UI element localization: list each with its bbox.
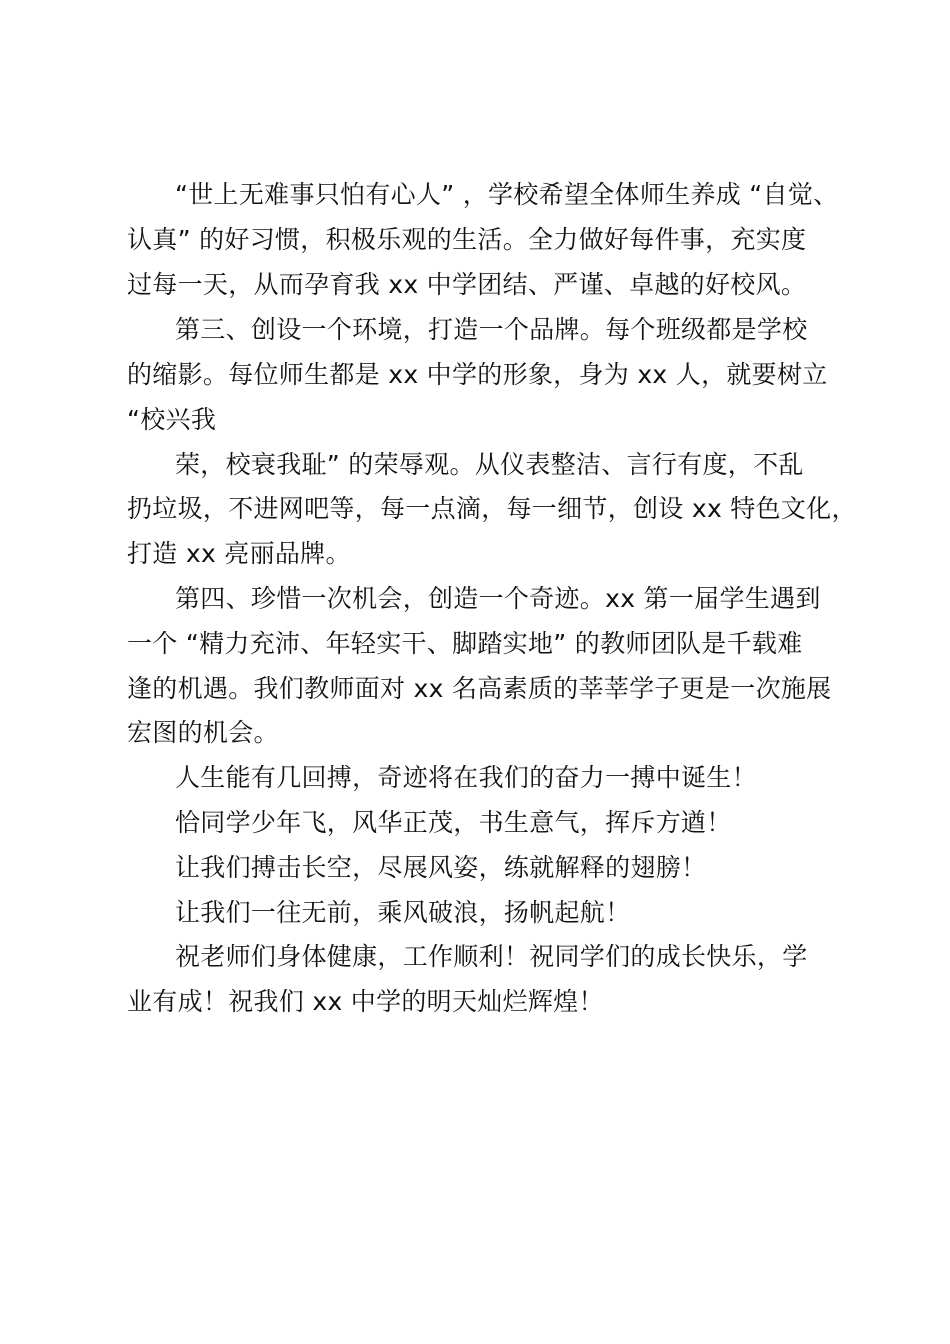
text-line: 过每一天，从而孕育我 xx 中学团结、严谨、卓越的好校风。 (127, 270, 807, 299)
text-line: 恰同学少年飞，风华正茂，书生意气，挥斥方遒！ (175, 808, 732, 837)
text-line: 认真” 的好习惯，积极乐观的生活。全力做好每件事，充实度 (127, 225, 807, 254)
text-line: 第四、珍惜一次机会，创造一个奇迹。xx 第一届学生遇到 (175, 584, 821, 613)
text-line: 祝老师们身体健康，工作顺利！祝同学们的成长快乐，学 (175, 942, 808, 971)
text-line: 一个 “精力充沛、年轻实干、脚踏实地” 的教师团队是千载难 (127, 629, 803, 658)
text-line: 让我们一往无前，乘风破浪，扬帆起航！ (175, 898, 631, 927)
text-line: 扔垃圾，不进网吧等，每一点滴，每一细节，创设 xx 特色文化， (127, 494, 857, 523)
text-line: 第三、创设一个环境，打造一个品牌。每个班级都是学校 (175, 315, 808, 344)
text-line: 打造 xx 亮丽品牌。 (127, 539, 351, 568)
text-line: 让我们搏击长空，尽展风姿，练就解释的翅膀！ (175, 853, 707, 882)
text-line: 的缩影。每位师生都是 xx 中学的形象，身为 xx 人，就要树立 (127, 360, 828, 389)
text-line: “校兴我 (127, 405, 217, 434)
text-line: 业有成！祝我们 xx 中学的明天灿烂辉煌！ (127, 987, 604, 1016)
text-line: 人生能有几回搏，奇迹将在我们的奋力一搏中诞生！ (175, 763, 757, 792)
text-line: 逢的机遇。我们教师面对 xx 名高素质的莘莘学子更是一次施展 (127, 674, 832, 703)
text-line: 荣，校衰我耻” 的荣辱观。从仪表整洁、言行有度，不乱 (175, 450, 804, 479)
text-line: 宏图的机会。 (127, 718, 279, 747)
text-line: “世上无难事只怕有心人” ，学校希望全体师生养成 “自觉、 (175, 180, 839, 209)
